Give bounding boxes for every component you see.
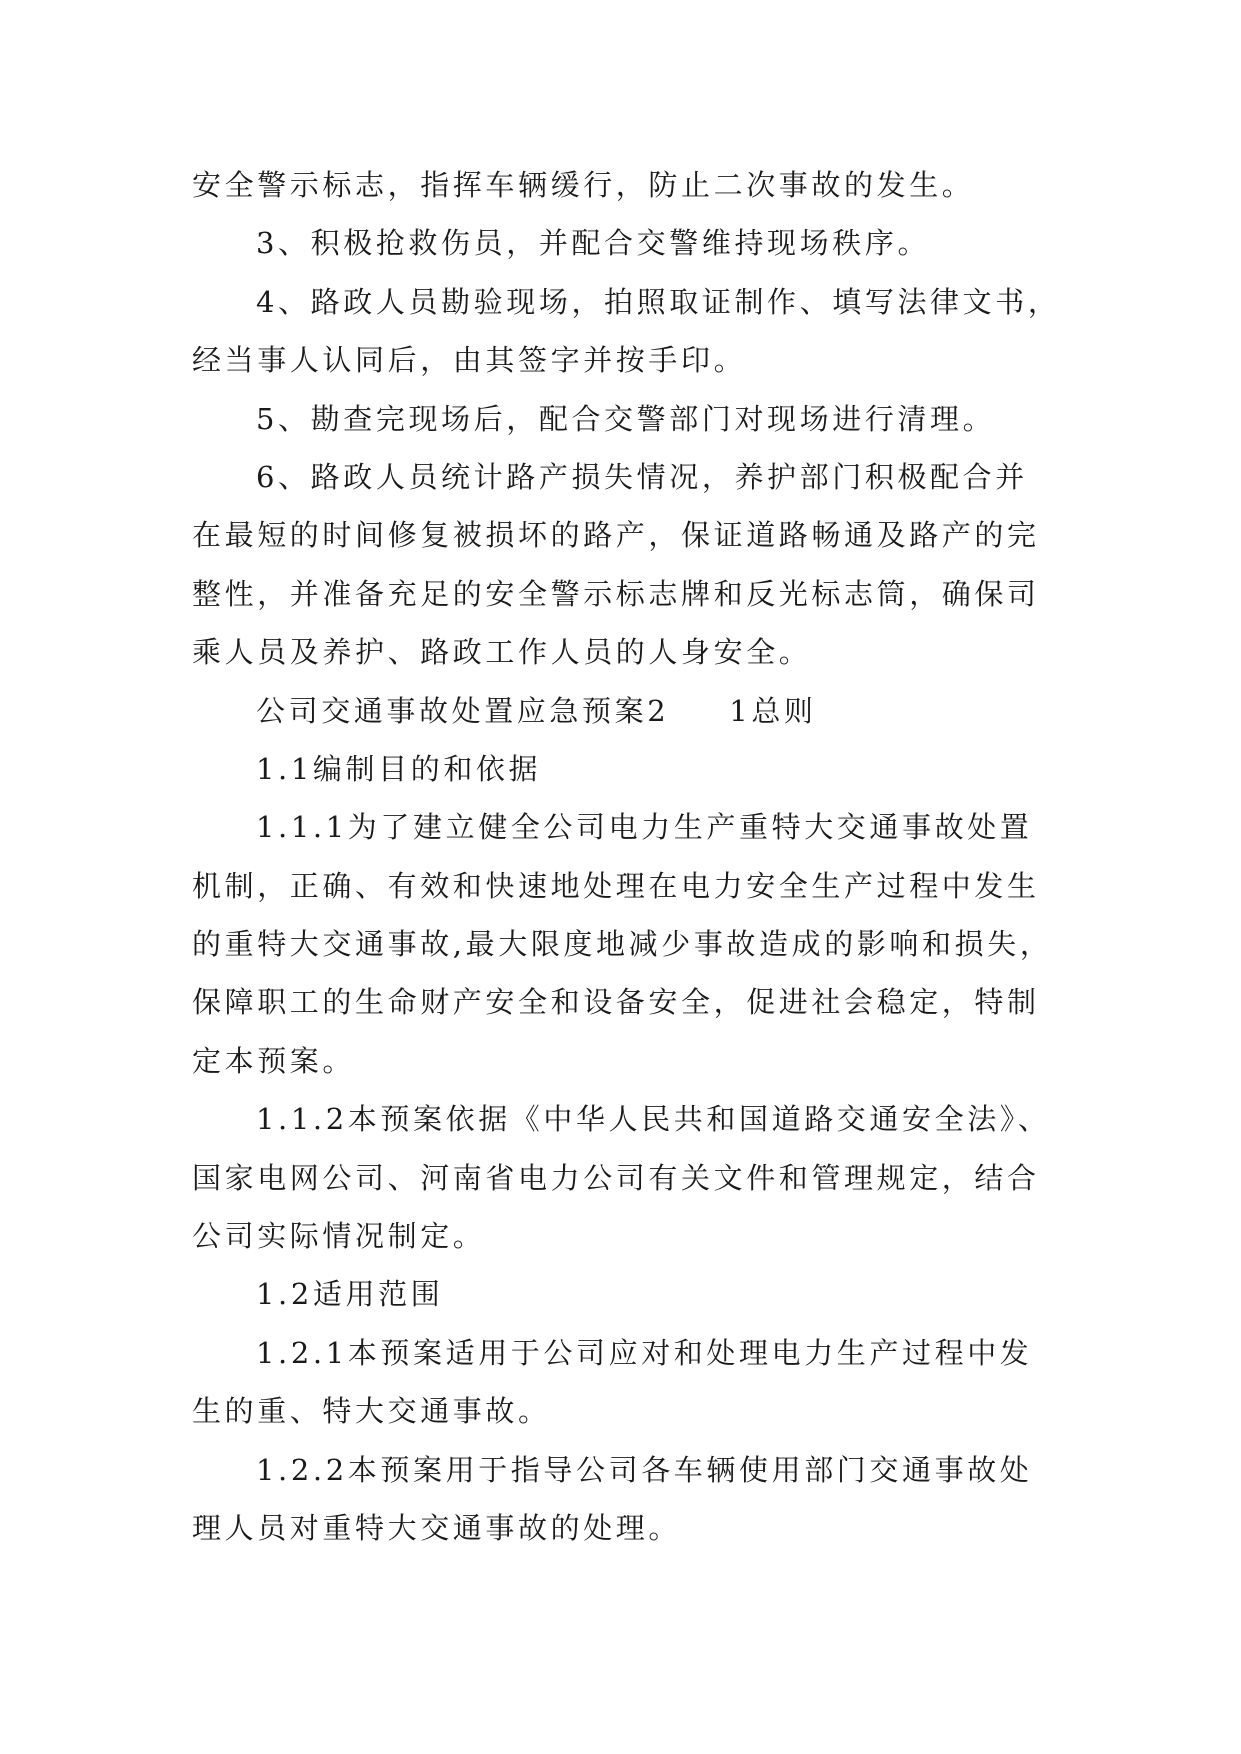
- text-line: 公司实际情况制定。: [192, 1219, 486, 1254]
- text-line: 1.1.2本预案依据《中华人民共和国道路交通安全法》、: [256, 1102, 1051, 1137]
- text-line: 经当事人认同后，由其签字并按手印。: [192, 343, 747, 378]
- subsection-heading: 1.1编制目的和依据: [256, 751, 542, 786]
- text-line: 安全警示标志，指挥车辆缓行，防止二次事故的发生。: [192, 168, 975, 202]
- text-line: 1.1.1为了建立健全公司电力生产重特大交通事故处置: [256, 810, 1033, 845]
- text-line: 6、路政人员统计路产损失情况，养护部门积极配合并: [256, 459, 1028, 494]
- text-line: 生的重、特大交通事故。: [192, 1394, 551, 1429]
- text-line: 的重特大交通事故,最大限度地减少事故造成的影响和损失，: [192, 927, 1053, 962]
- section-heading-line: [192, 682, 1054, 740]
- document-title: 公司交通事故处置应急预案2: [256, 693, 670, 728]
- text-line: 在最短的时间修复被损坏的路产，保证道路畅通及路产的完: [192, 518, 1040, 553]
- text-line: 乘人员及养护、路政工作人员的人身安全。: [192, 635, 812, 670]
- text-line: 国家电网公司、河南省电力公司有关文件和管理规定，结合: [192, 1160, 1040, 1195]
- text-line: 4、路政人员勘验现场，拍照取证制作、填写法律文书，: [256, 284, 1061, 319]
- text-line: 保障职工的生命财产安全和设备安全，促进社会稳定，特制: [192, 985, 1040, 1020]
- text-line: 机制，正确、有效和快速地处理在电力安全生产过程中发生: [192, 868, 1040, 903]
- document-body: [192, 156, 1061, 1557]
- text-line: 5、勘查完现场后，配合交警部门对现场进行清理。: [256, 401, 996, 436]
- text-line: 1.2.1本预案适用于公司应对和处理电力生产过程中发: [256, 1335, 1033, 1370]
- text-line: 整性，并准备充足的安全警示标志牌和反光标志筒，确保司: [192, 576, 1040, 611]
- text-line: 3、积极抢救伤员，并配合交警维持现场秩序。: [256, 226, 931, 261]
- text-line: 1.2.2本预案用于指导公司各车辆使用部门交通事故处: [256, 1452, 1033, 1487]
- text-line: 理人员对重特大交通事故的处理。: [192, 1510, 682, 1545]
- subsection-heading: 1.2适用范围: [256, 1277, 444, 1312]
- section-heading: 1总则: [729, 693, 817, 728]
- text-line: 定本预案。: [192, 1043, 356, 1078]
